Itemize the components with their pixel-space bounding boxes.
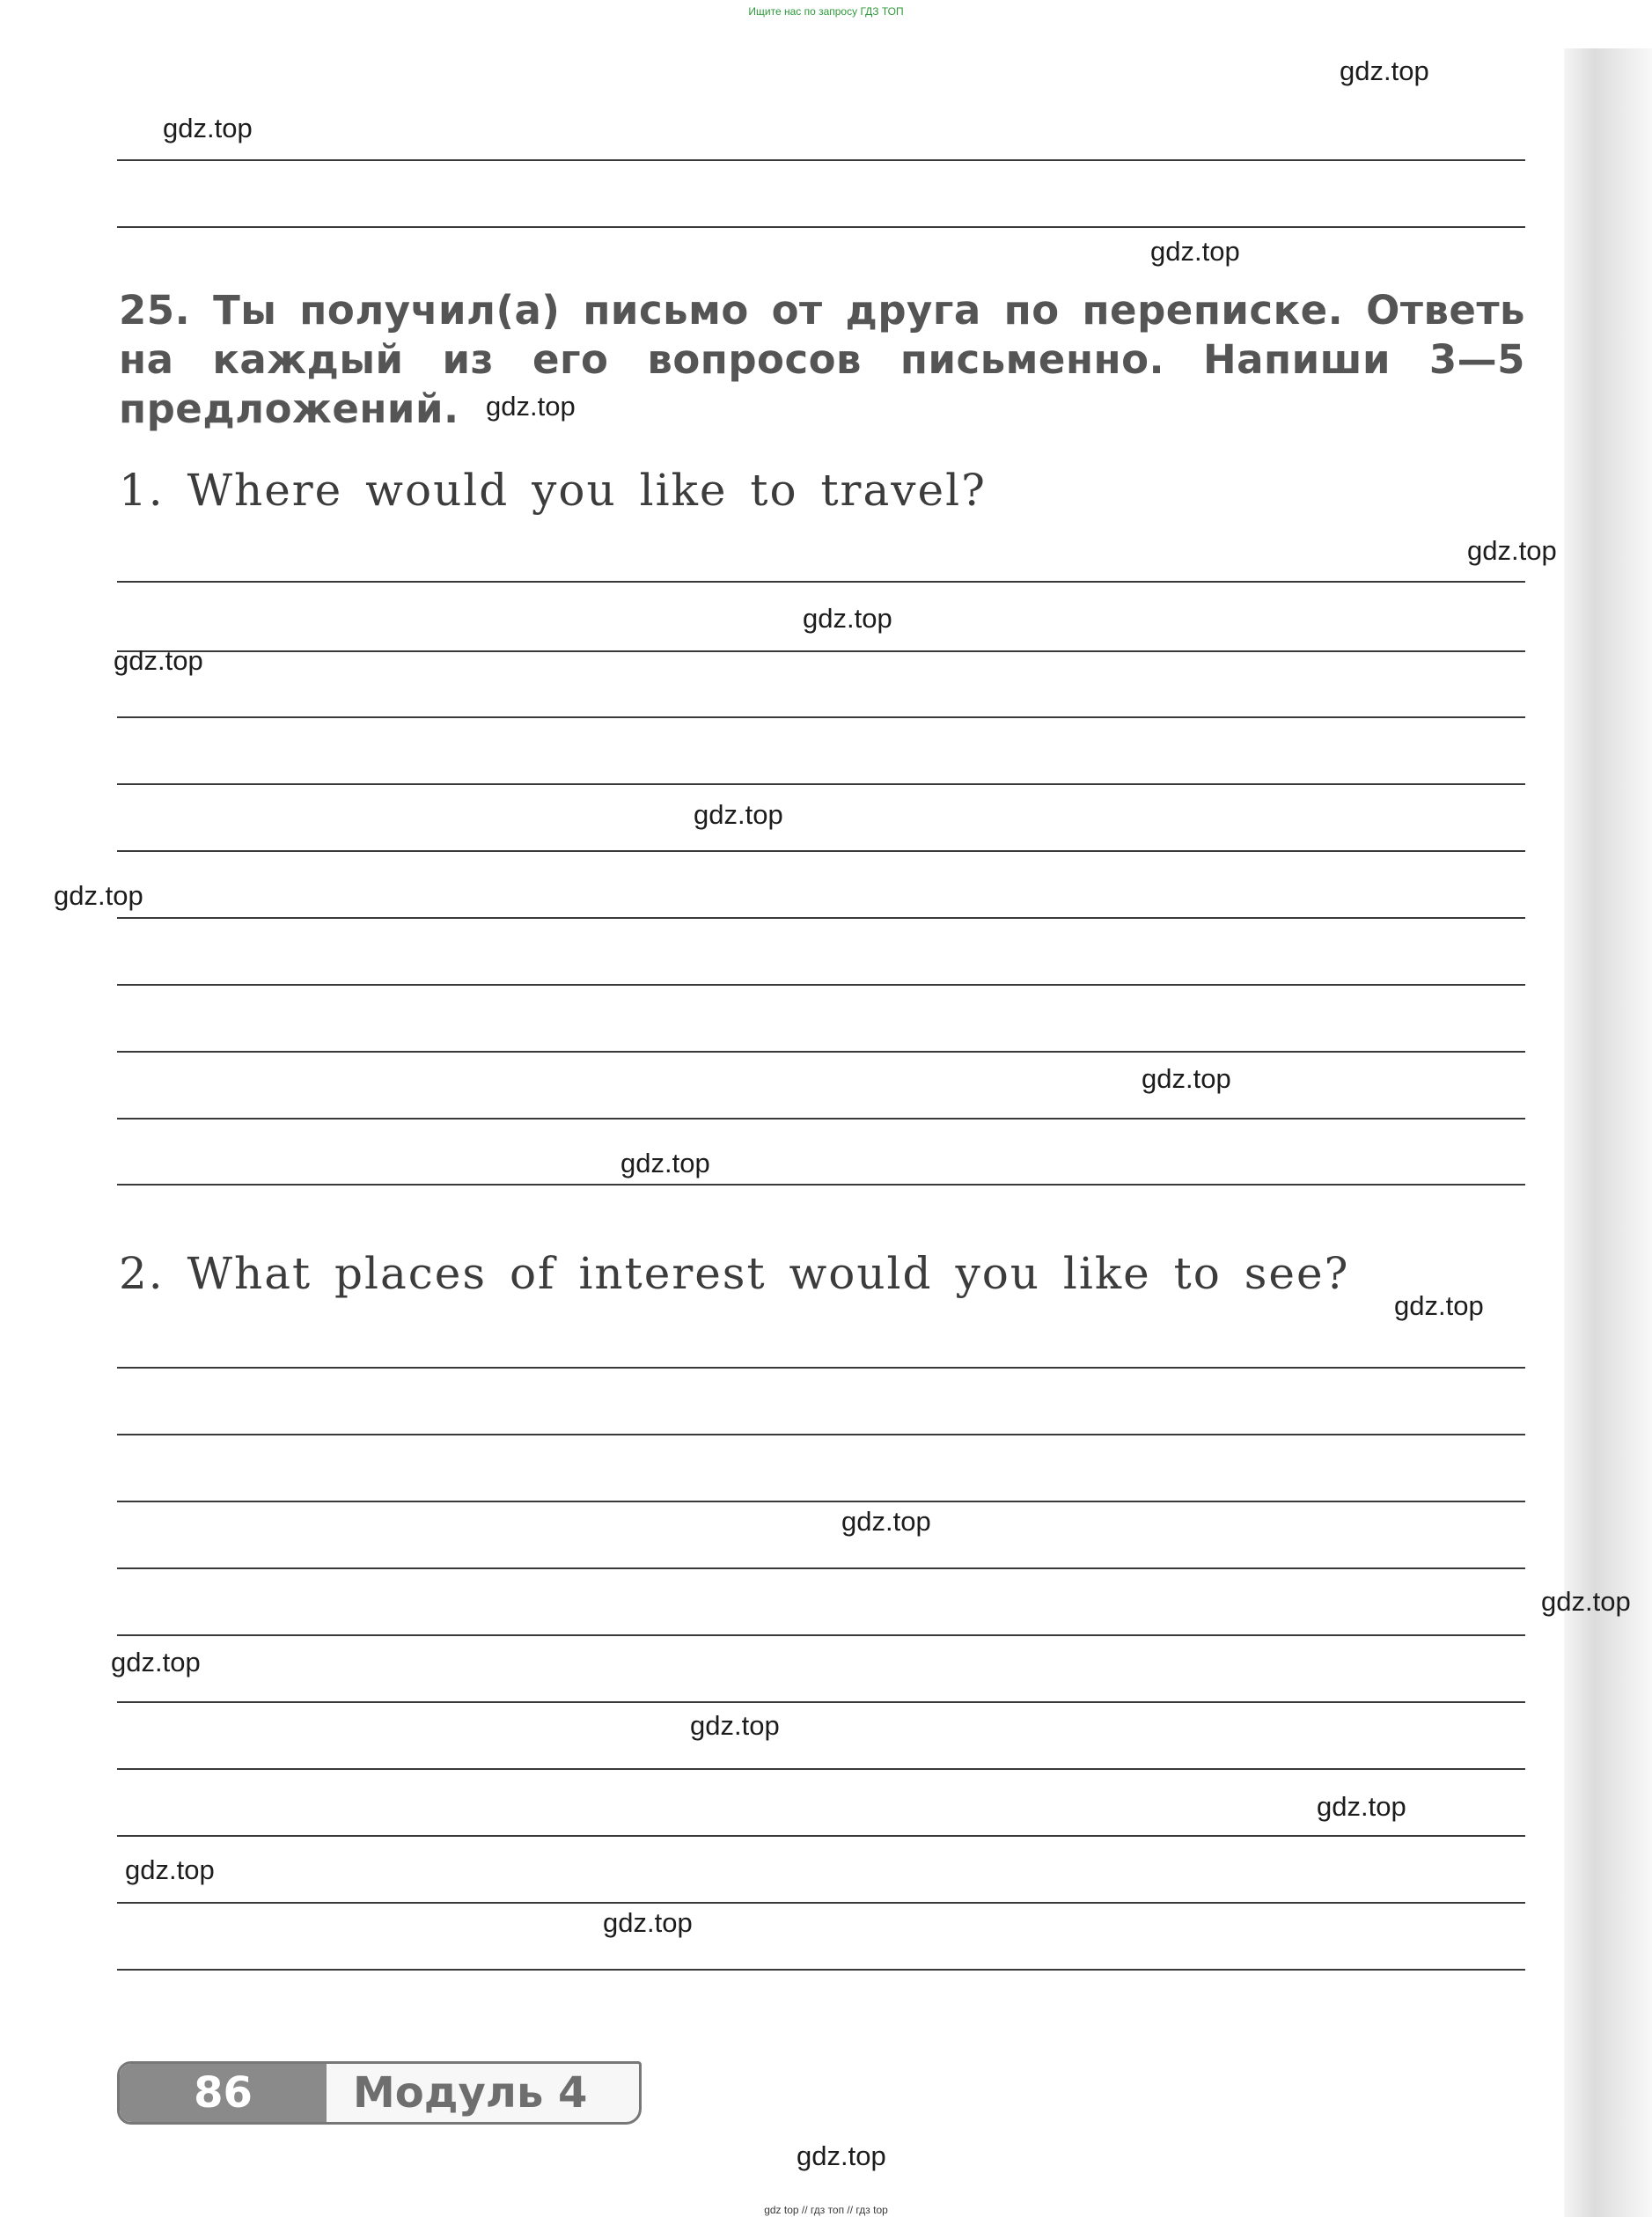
answer-line xyxy=(117,1768,1525,1770)
watermark: gdz.top xyxy=(694,799,783,830)
answer-line xyxy=(117,850,1525,852)
watermark: gdz.top xyxy=(1394,1290,1484,1321)
watermark: gdz.top xyxy=(841,1506,931,1537)
task-heading: 25. Ты получил(а) письмо от друга по переписке. Ответь на каждый из его вопросов письменно. Напиши 3—5 предложений. xyxy=(119,287,1525,432)
answer-line xyxy=(117,984,1525,986)
watermark: gdz.top xyxy=(486,391,576,422)
answer-line xyxy=(117,783,1525,785)
answer-line xyxy=(117,159,1525,161)
answer-line xyxy=(117,1902,1525,1904)
answer-line xyxy=(117,1567,1525,1569)
watermark: gdz.top xyxy=(797,2140,886,2171)
watermark: gdz.top xyxy=(1340,55,1429,86)
answer-line xyxy=(117,1051,1525,1053)
watermark: gdz.top xyxy=(54,880,143,911)
answer-line xyxy=(117,1501,1525,1502)
answer-line xyxy=(117,650,1525,652)
page-footer-tab xyxy=(117,2061,642,2125)
watermark: gdz.top xyxy=(603,1907,693,1938)
answer-line xyxy=(117,226,1525,228)
watermark: gdz.top xyxy=(690,1710,780,1741)
answer-line xyxy=(117,917,1525,919)
question-1: 1. Where would you like to travel? xyxy=(119,465,987,516)
watermark: gdz.top xyxy=(1142,1063,1231,1094)
module-label: Модуль 4 xyxy=(353,2068,588,2118)
answer-line xyxy=(117,1367,1525,1369)
page-edge-shadow xyxy=(1564,48,1652,2217)
bottom-note: gdz top // гдз топ // гдз top xyxy=(764,2204,888,2216)
answer-line xyxy=(117,1118,1525,1120)
question-2: 2. What places of interest would you like to see? xyxy=(119,1248,1350,1299)
watermark: gdz.top xyxy=(620,1148,710,1178)
watermark: gdz.top xyxy=(111,1647,201,1677)
answer-line xyxy=(117,1434,1525,1435)
answer-line xyxy=(117,581,1525,583)
watermark: gdz.top xyxy=(163,113,253,143)
answer-line xyxy=(117,1835,1525,1837)
answer-line xyxy=(117,1634,1525,1636)
search-note: Ищите нас по запросу ГДЗ ТОП xyxy=(748,5,904,18)
watermark: gdz.top xyxy=(1467,535,1557,566)
watermark: gdz.top xyxy=(1150,236,1240,267)
watermark: gdz.top xyxy=(1317,1791,1406,1822)
answer-line xyxy=(117,716,1525,718)
answer-line xyxy=(117,1701,1525,1703)
watermark: gdz.top xyxy=(803,603,892,634)
watermark: gdz.top xyxy=(114,645,203,676)
watermark: gdz.top xyxy=(1541,1586,1631,1617)
watermark: gdz.top xyxy=(125,1854,215,1885)
page-number: 86 xyxy=(120,2064,327,2122)
answer-line xyxy=(117,1969,1525,1971)
answer-line xyxy=(117,1184,1525,1186)
